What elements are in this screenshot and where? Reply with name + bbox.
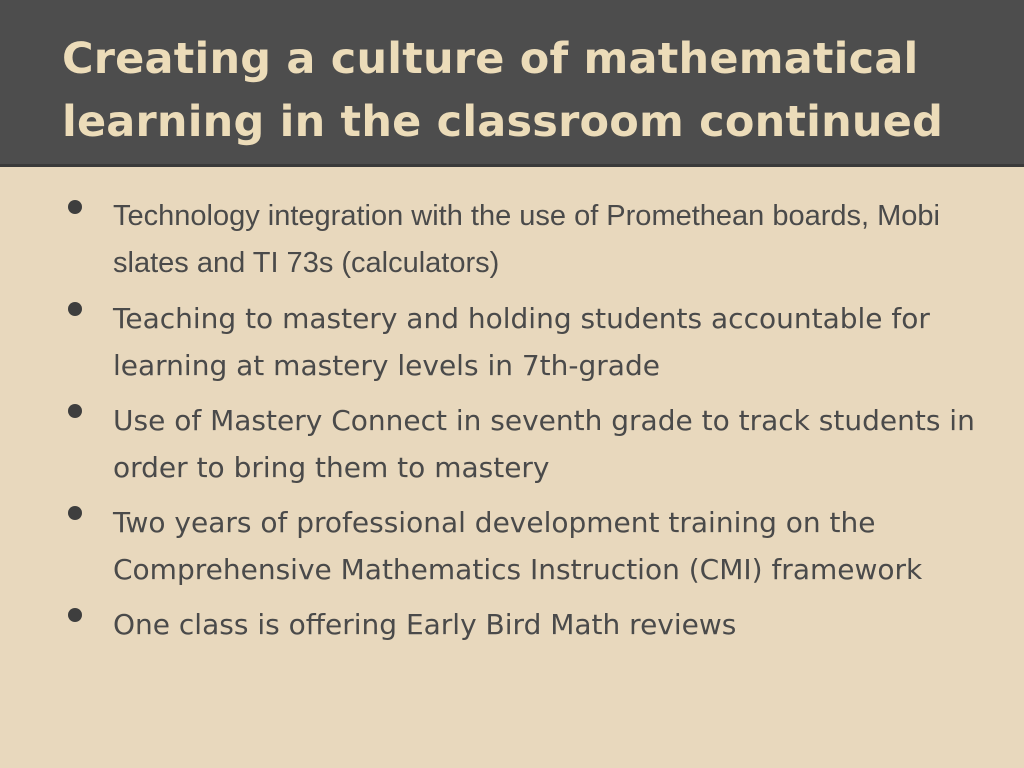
bullet-item-mastery-connect: Use of Mastery Connect in seventh grade to track students in order to bring them to mastery (0, 397, 1024, 491)
bullet-item-mastery-teaching: Teaching to mastery and holding students accountable for learning at mastery levels in 7th-grade (0, 295, 1024, 389)
bullet-item-early-bird: One class is offering Early Bird Math reviews (0, 601, 1024, 648)
bullet-list (0, 193, 1024, 656)
bullet-item-technology: Technology integration with the use of Promethean boards, Mobi slates and TI 73s (calculators) (0, 193, 1024, 287)
slide-title: Creating a culture of mathematical learning in the classroom continued (62, 34, 944, 147)
title-bar (0, 0, 1024, 167)
bullet-item-professional-development: Two years of professional development training on the Comprehensive Mathematics Instruction (CMI) framework (0, 499, 1024, 593)
